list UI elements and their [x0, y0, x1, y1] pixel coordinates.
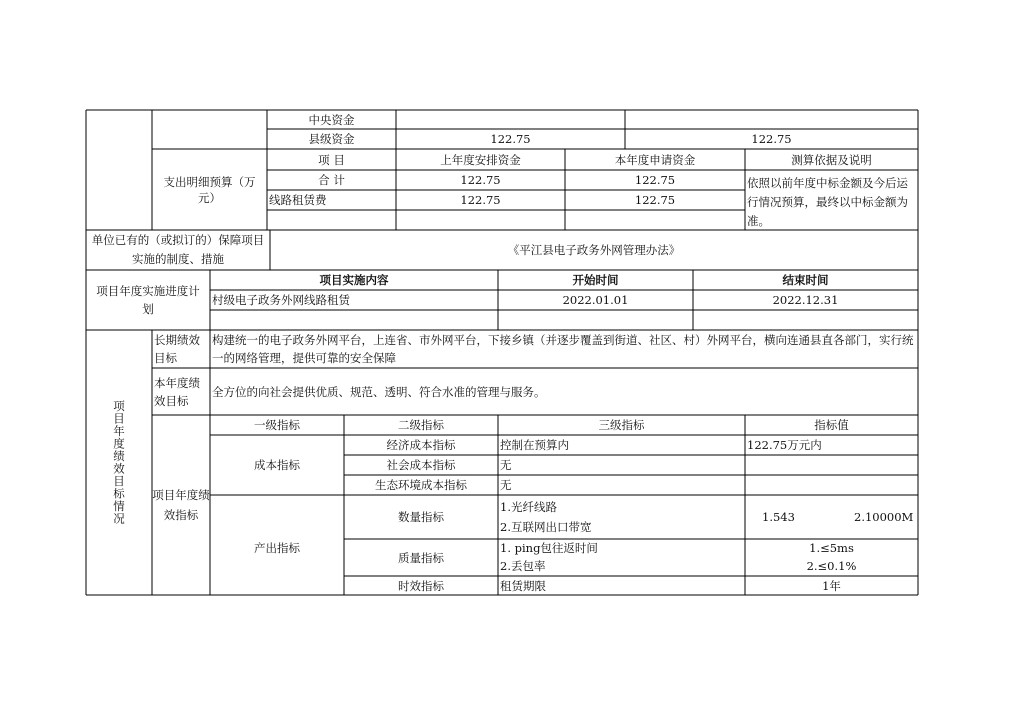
quality-value-2: 2.≤0.1%	[806, 559, 857, 573]
system-label: 单位已有的（或拟订的）保障项目实施的制度、措施	[91, 233, 265, 266]
long-term-text: 构建统一的电子政务外网平台，上连省、市外网平台，下接乡镇（并逐步覆盖到街道、社区、村）外网平台，横向连通县直各部门，实行统一的网络管理，提供可靠的安全保障	[212, 333, 914, 365]
cost-row-3-level2: 生态环境成本指标	[375, 478, 467, 492]
schedule-label: 项目年度实施进度计划	[96, 284, 200, 316]
schedule-row-content: 村级电子政务外网线路租赁	[212, 293, 350, 307]
long-term-label: 长期绩效目标	[154, 333, 200, 365]
cost-row-1-level3: 控制在预算内	[500, 438, 569, 452]
expense-header-prev: 上年度安排资金	[440, 152, 521, 167]
expense-header-current: 本年度申请资金	[614, 152, 696, 167]
time-value: 1年	[822, 578, 841, 593]
ind-header-value: 指标值	[814, 418, 849, 432]
cost-indicator-label: 成本指标	[254, 458, 300, 472]
annual-text: 全方位的向社会提供优质、规范、透明、符合水准的管理与服务。	[212, 384, 546, 399]
cost-row-2-level2: 社会成本指标	[386, 458, 456, 472]
expense-detail-label: 支出明细预算（万元）	[163, 174, 256, 205]
quantity-value-2: 2.10000M	[854, 510, 914, 524]
total-row-label: 合 计	[318, 173, 345, 187]
cost-row-1-value: 122.75万元内	[747, 438, 822, 452]
schedule-row-start: 2022.01.01	[562, 293, 629, 307]
quantity-value-1: 1.543	[762, 510, 795, 524]
county-funds-label: 县级资金	[308, 132, 355, 146]
total-row-current: 122.75	[634, 173, 676, 187]
quality-value-1: 1.≤5ms	[809, 541, 854, 555]
line-row-label: 线路租赁费	[269, 193, 327, 207]
county-funds-value-2: 122.75	[751, 132, 792, 146]
output-indicator-label: 产出指标	[254, 541, 300, 555]
central-funds-label: 中央资金	[308, 112, 355, 127]
quality-item-2: 2.丢包率	[500, 559, 546, 573]
line-row-prev: 122.75	[460, 193, 501, 207]
quality-indicator-label: 质量指标	[398, 550, 444, 565]
cost-row-1-level2: 经济成本指标	[386, 438, 456, 452]
performance-section-label	[86, 330, 152, 595]
performance-section-text: 项目年度绩效目标情况	[112, 400, 126, 525]
cost-row-3-level3: 无	[500, 478, 512, 492]
schedule-header-end: 结束时间	[782, 273, 829, 287]
indicator-label: 项目年度绩效指标	[152, 488, 210, 522]
quantity-indicator-label: 数量指标	[398, 510, 444, 524]
schedule-header-content: 项目实施内容	[319, 273, 389, 287]
quantity-item-2: 2.互联网出口带宽	[500, 520, 592, 534]
schedule-header-start: 开始时间	[572, 273, 619, 287]
quality-item-1: 1. ping包往返时间	[500, 541, 598, 555]
expense-header-item: 项 目	[318, 152, 345, 167]
county-funds-value-1: 122.75	[490, 132, 531, 146]
system-value: 《平江县电子政务外网管理办法》	[507, 243, 681, 257]
time-indicator-label: 时效指标	[398, 578, 444, 593]
total-row-prev: 122.75	[460, 173, 501, 187]
cost-row-2-level3: 无	[500, 458, 512, 472]
annual-label: 本年度绩效目标	[154, 375, 200, 408]
expense-header-basis: 测算依据及说明	[791, 152, 872, 167]
time-item: 租赁期限	[500, 578, 546, 593]
line-row-current: 122.75	[634, 193, 676, 207]
ind-header-level2: 二级指标	[398, 418, 444, 432]
quantity-item-1: 1.光纤线路	[500, 500, 557, 514]
expense-basis-note: 依照以前年度中标金额及今后运行情况预算，最终以中标金额为准。	[747, 176, 908, 228]
ind-header-level1: 一级指标	[254, 418, 300, 432]
schedule-row-end: 2022.12.31	[772, 293, 839, 307]
ind-header-level3: 三级指标	[598, 418, 645, 432]
